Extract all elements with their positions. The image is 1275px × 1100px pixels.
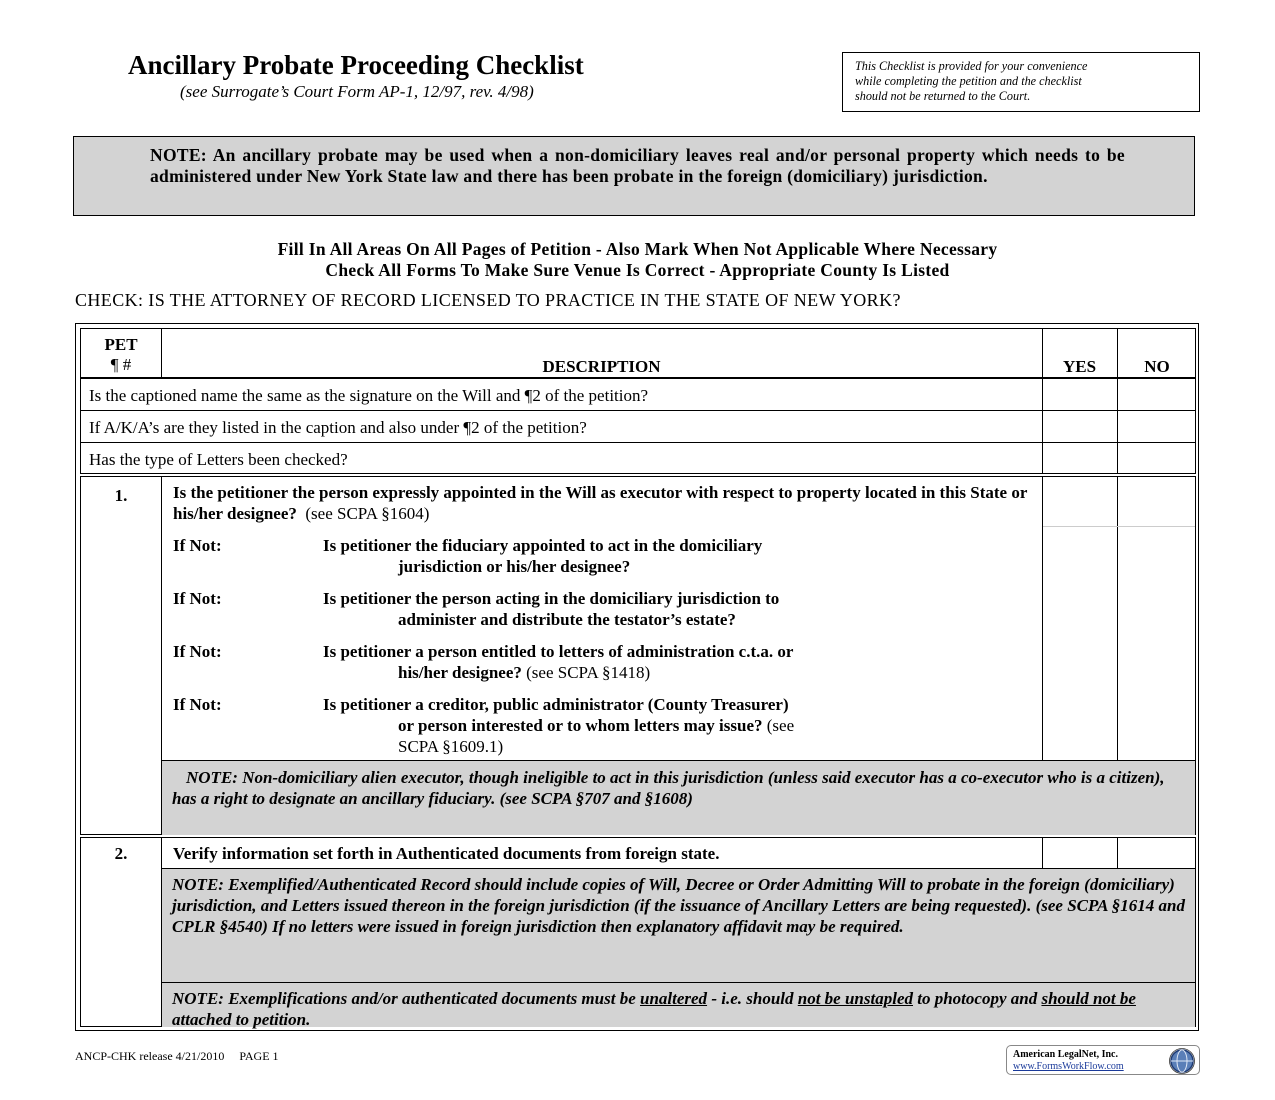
section-2-note: NOTE: Exemplifications and/or authenticated documents must be unaltered - i.e. should not be unstapled to photocopy and should not be attached to petition. — [162, 982, 1195, 1027]
footer-release: ANCP-CHK release 4/21/2010 PAGE 1 — [75, 1049, 279, 1063]
if-not-item: If Not: Is petitioner a creditor, public administrator (County Treasurer) or person interested or to whom letters may issue? (see SCPA §1609.1) — [173, 695, 795, 756]
row-description: Has the type of Letters been checked? — [89, 450, 348, 469]
no-checkbox-cell[interactable] — [1118, 838, 1196, 868]
no-checkbox-cell[interactable] — [1118, 379, 1196, 410]
attorney-check-line: CHECK: IS THE ATTORNEY OF RECORD LICENSED TO PRACTICE IN THE STATE OF NEW YORK? — [75, 290, 901, 310]
logo-url-link[interactable]: www.FormsWorkFlow.com — [1013, 1061, 1124, 1072]
table-row — [80, 442, 1196, 474]
page-title: Ancillary Probate Proceeding Checklist — [128, 50, 584, 80]
disclaimer-line: while completing the petition and the checklist — [855, 74, 1082, 88]
no-checkbox-cell[interactable] — [1118, 477, 1196, 526]
top-note-box — [73, 136, 1195, 216]
instruction-line: Fill In All Areas On All Pages of Petition - Also Mark When Not Applicable Where Necessary — [277, 239, 998, 259]
row-description: Is the captioned name the same as the signature on the Will and ¶2 of the petition? — [89, 386, 649, 405]
top-note-text: NOTE: An ancillary probate may be used when a non-domiciliary leaves real and/or personal property which needs to be administered under New York State law and there has been probate in the foreign (domiciliary) jurisdiction. — [150, 145, 1125, 186]
table-row — [80, 378, 1196, 411]
no-checkbox-cell[interactable] — [1118, 443, 1196, 473]
section-number: 1. — [114, 486, 128, 505]
yes-checkbox-cell[interactable] — [1043, 477, 1117, 526]
yes-checkbox-cell[interactable] — [1043, 838, 1117, 868]
checklist-table — [75, 323, 1199, 1031]
yes-column-header: YES — [1062, 357, 1097, 376]
description-column-header: DESCRIPTION — [542, 357, 661, 376]
legalnet-logo[interactable] — [1006, 1045, 1200, 1075]
no-column-header: NO — [1144, 357, 1170, 376]
disclaimer-line: should not be returned to the Court. — [855, 89, 1031, 103]
section-1-note: NOTE: Non-domiciliary alien executor, though ineligible to act in this jurisdiction (unless said executor has a co-executor who is a citizen), has a right to designate an ancillary fiduciary. (see SCPA §707 and §1608) — [162, 760, 1195, 835]
pet-column-header: PET ¶ # — [104, 335, 138, 374]
section-number: 2. — [114, 844, 128, 863]
globe-icon — [1169, 1048, 1195, 1074]
row-description: If A/K/A’s are they listed in the caption and also under ¶2 of the petition? — [89, 418, 587, 437]
disclaimer-line: This Checklist is provided for your convenience — [855, 59, 1088, 73]
table-row — [80, 410, 1196, 443]
instruction-line: Check All Forms To Make Sure Venue Is Correct - Appropriate County Is Listed — [325, 260, 950, 280]
if-not-item: If Not: Is petitioner the fiduciary appointed to act in the domiciliary jurisdiction or his/her designee? — [173, 536, 763, 576]
section-1-question: Is the petitioner the person expressly appointed in the Will as executor with respect to property located in this State or his/her designee? (see SCPA §1604) — [173, 483, 1028, 523]
section-1 — [80, 476, 1196, 835]
table-header-row — [80, 328, 1196, 378]
disclaimer-box — [842, 52, 1200, 112]
if-not-item: If Not: Is petitioner the person acting in the domiciliary jurisdiction to administer and distribute the testator’s estate? — [173, 589, 780, 629]
yes-checkbox-cell[interactable] — [1043, 379, 1117, 410]
if-not-item: If Not: Is petitioner a person entitled to letters of administration c.t.a. or his/her designee? (see SCPA §1418) — [173, 642, 794, 682]
section-2-note: NOTE: Exemplified/Authenticated Record should include copies of Will, Decree or Order Admitting Will to probate in the foreign (domiciliary) jurisdiction, and Letters issued thereon in the foreign jurisdiction (if the issuance of Ancillary Letters are being requested). (see SCPA §1614 and CPLR §4540) If no letters were issued in foreign jurisdiction then explanatory affidavit may be required. — [162, 868, 1195, 983]
no-checkbox-cell[interactable] — [1118, 411, 1196, 442]
yes-checkbox-cell[interactable] — [1043, 443, 1117, 473]
page-subtitle: (see Surrogate’s Court Form AP-1, 12/97, rev. 4/98) — [180, 82, 534, 101]
logo-company-name: American LegalNet, Inc. — [1013, 1049, 1118, 1060]
yes-checkbox-cell[interactable] — [1043, 411, 1117, 442]
section-2-question: Verify information set forth in Authenticated documents from foreign state. — [173, 844, 720, 863]
section-2 — [80, 837, 1196, 1027]
